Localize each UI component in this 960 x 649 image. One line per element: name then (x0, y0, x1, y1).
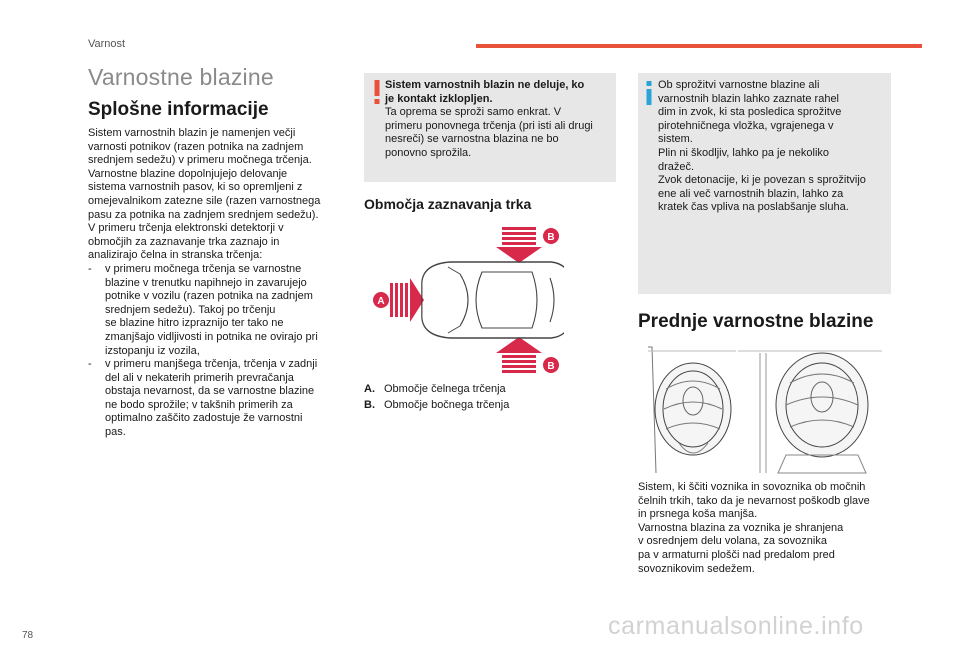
warning-box (364, 73, 616, 182)
info-line: dražeč. (658, 160, 695, 173)
info-line: Plin ni škodljiv, lahko pa je nekoliko (658, 146, 829, 159)
front-airbags-text (638, 481, 900, 576)
info-box (638, 73, 891, 294)
bullet-marker: - (88, 358, 92, 371)
bullet-line: potnike v vozilu (razen potnika na zadnjem (105, 290, 313, 303)
info-line: Zvok detonacije, ki je povezan s sprožitvijo (658, 174, 866, 187)
intro-line: Sistem varnostnih blazin je namenjen večji (88, 127, 296, 139)
intro-line: V primeru trčenja elektronski detektorji v (88, 222, 284, 235)
passenger-airbag-icon (776, 353, 868, 473)
info-line: kratek čas vpliva na poslabšanje sluha. (658, 201, 849, 214)
warning-line: ponovno sprožila. (385, 146, 472, 159)
general-info-heading: Splošne informacije (88, 99, 269, 120)
intro-line: Varnostne blazine dopolnjujejo delovanje (88, 167, 288, 180)
side-impact-arrow-bottom (496, 337, 542, 373)
intro-line: analizirajo čelna in stranska trčenja: (88, 249, 263, 262)
bullet-line: obstaja nevarnost, da se varnostne blazine (105, 385, 315, 398)
bullet-line: srednjem sedežu). Takoj po trčenju (105, 303, 276, 316)
info-line: dim in zvok, ki sta posledica sprožitve (658, 106, 842, 119)
deployed-front-airbags-illustration (646, 343, 882, 477)
legend-item: B. Območje bočnega trčenja (364, 398, 510, 411)
chapter-title: Varnostne blazine (88, 64, 274, 90)
detection-zones-heading: Območja zaznavanja trka (364, 196, 532, 212)
bullet-line: blazine v trenutku napihnejo in zavarujejo (105, 276, 307, 289)
legend-item: A. Območje čelnega trčenja (364, 383, 506, 395)
bullet-line: v primeru močnega trčenja se varnostne (105, 262, 302, 275)
zone-label-a (373, 292, 389, 308)
bullet-line: ne bodo sprožile; v takšnih primerih za (105, 398, 293, 411)
section-label: Varnost (88, 38, 126, 50)
bullet-item (88, 263, 348, 358)
front-airbags-heading: Prednje varnostne blazine (638, 311, 874, 332)
detection-zones-diagram (364, 220, 564, 380)
page-number: 78 (22, 630, 34, 641)
front-line: in prsnega koša manjša. (638, 508, 758, 521)
warning-line: nesreči) se varnostna blazina ne bo (385, 133, 559, 146)
front-line: pa v armaturni plošči nad predalom pred (638, 548, 835, 561)
intro-line: območjih za zaznavanje trka zaznajo in (88, 235, 280, 248)
warning-line: primeru ponovnega trčenja (pri isti ali drugi (385, 119, 593, 132)
bullet-marker: - (88, 262, 92, 275)
front-line: Varnostna blazina za voznika je shranjena (638, 521, 844, 534)
bullet-line: izstopanju iz vozila, (105, 344, 200, 357)
front-line: sovoznikovim sedežem. (638, 562, 755, 575)
warning-bold-line: je kontakt izklopljen. (385, 92, 493, 105)
detection-legend (364, 382, 614, 413)
side-impact-arrow-top (496, 227, 542, 263)
info-line: varnostnih blazin lahko zaznate rahel (658, 92, 840, 105)
svg-text:B: B (547, 361, 555, 372)
intro-line: sistema varnostnih pasov, ki so opremljeni z (88, 181, 303, 194)
intro-line: srednjem sedežu) v primeru močnega trčenja. (88, 154, 312, 167)
front-line: čelnih trkih, tako da je nevarnost poškodb glave (638, 494, 870, 507)
svg-text:A: A (377, 296, 385, 307)
zone-label-b-top (543, 228, 559, 244)
header-accent-rule (476, 44, 922, 48)
intro-line: varnosti potnikov (razen potnika na zadnjem (88, 140, 304, 153)
info-line: sistem. (658, 133, 693, 146)
front-line: v osrednjem delu volana, za sovoznika (638, 535, 827, 548)
bullet-line: v primeru manjšega trčenja, trčenja v zadnji (105, 358, 318, 371)
svg-text:B: B (547, 232, 555, 243)
general-info-text (88, 127, 348, 440)
driver-airbag-icon (655, 363, 731, 455)
frontal-impact-arrow (390, 278, 424, 322)
front-line: Sistem, ki ščiti voznika in sovoznika ob močnih (638, 481, 866, 493)
warning-bold-line: Sistem varnostnih blazin ne deluje, ko (385, 79, 585, 91)
info-line: pirotehničnega vložka, vgrajenega v (658, 119, 834, 132)
bullet-line: pas. (105, 426, 126, 439)
car-top-view-icon (422, 262, 564, 338)
bullet-item (88, 358, 348, 440)
bullet-line: del ali v nekaterih primerih prevračanja (105, 371, 294, 384)
bullet-line: zmanjšajo vidljivosti in potnika ne ovirajo pri (105, 330, 318, 343)
info-icon (645, 81, 653, 105)
intro-line: omejevalnikom zatezne sile (razen varnostnega (88, 194, 321, 207)
intro-line: pasu za potnika na zadnjem srednjem sedežu). (88, 208, 319, 221)
zone-label-b-bottom (543, 357, 559, 373)
info-line: ene ali več varnostnih blazin, lahko za (658, 187, 844, 200)
bullet-line: optimalno zaščito zadostuje že varnostni (105, 412, 303, 425)
watermark: carmanualsonline.info (608, 612, 864, 640)
warning-line: Ta oprema se sproži samo enkrat. V (385, 106, 562, 119)
info-line: Ob sprožitvi varnostne blazine ali (658, 79, 820, 91)
warning-exclamation-icon (373, 80, 381, 104)
bullet-line: se blazine hitro izpraznijo ter tako ne (105, 317, 284, 330)
